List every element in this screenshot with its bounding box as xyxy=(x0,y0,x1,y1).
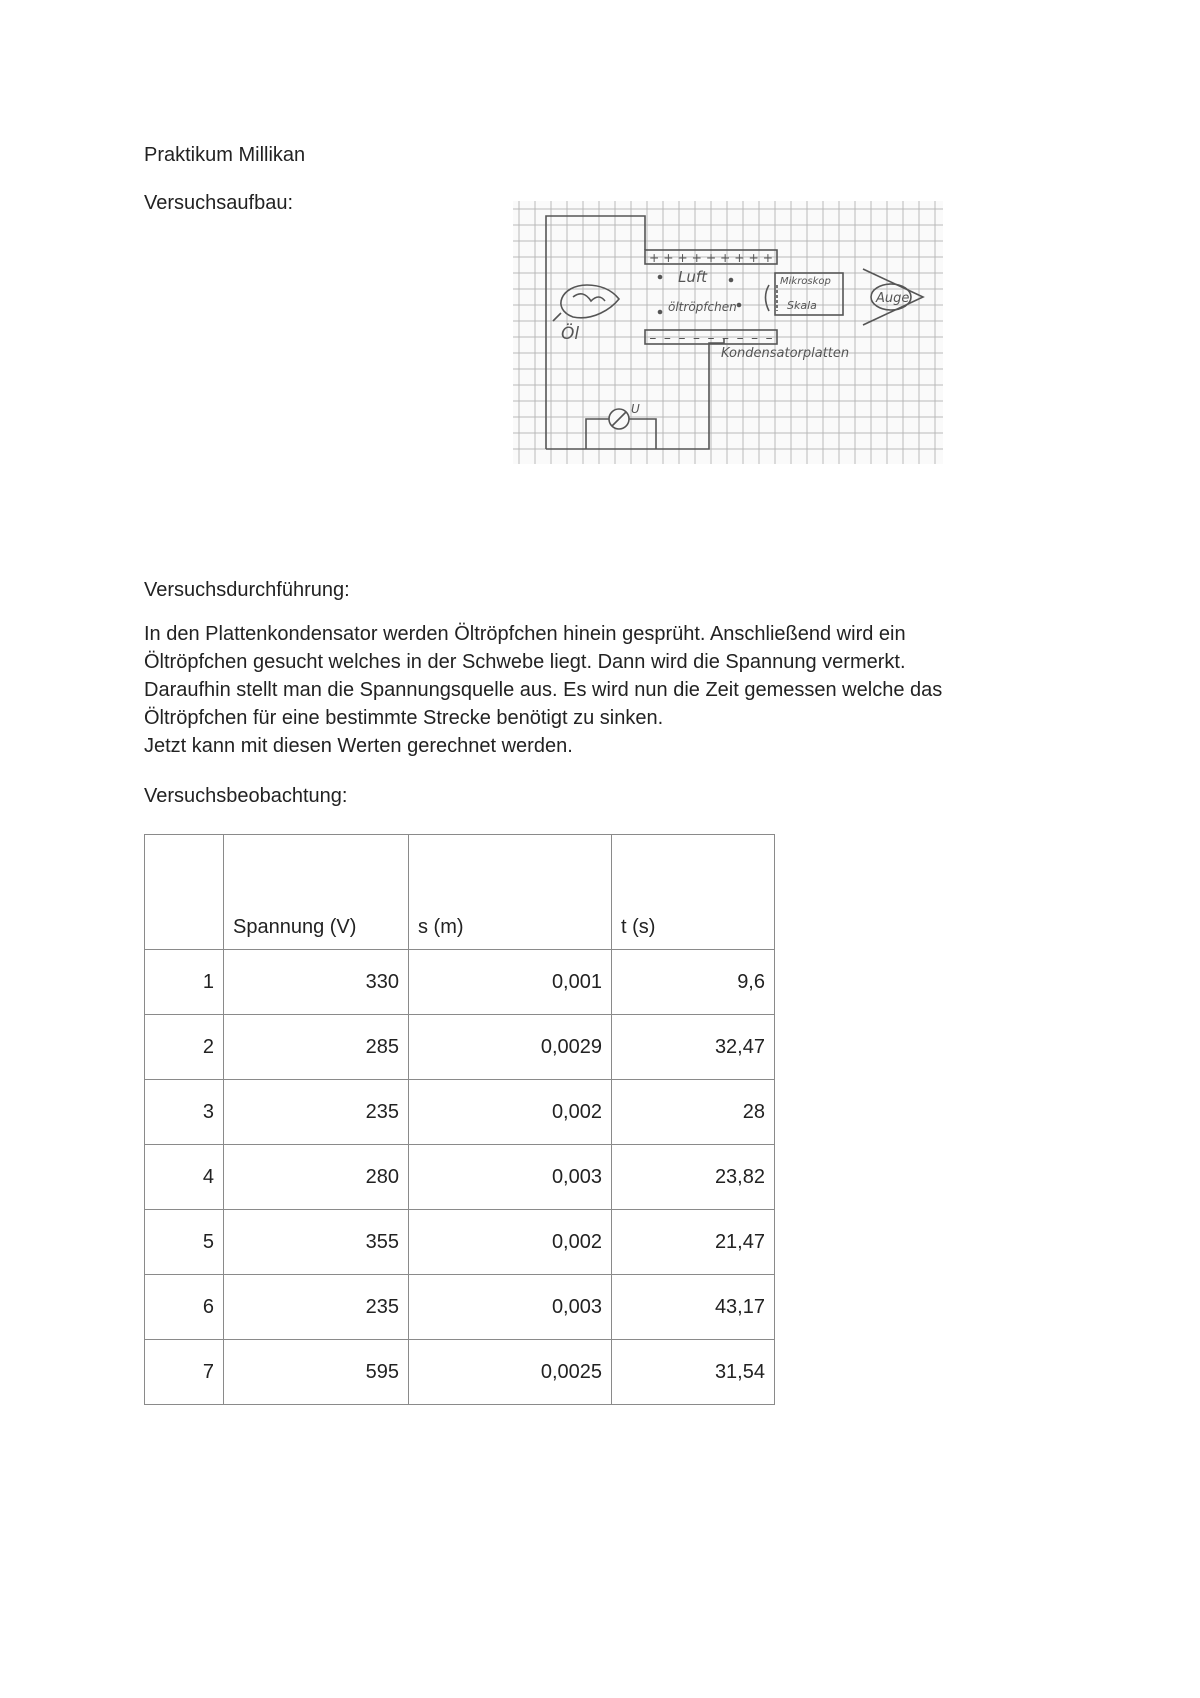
procedure-line: In den Plattenkondensator werden Öltröpfchen hinein gesprüht. Anschließend wird ein xyxy=(144,623,906,645)
table-row xyxy=(145,1145,775,1210)
sketch-label-luft: Luft xyxy=(678,268,708,286)
setup-sketch xyxy=(513,201,943,464)
table-cell: 32,47 xyxy=(612,1015,775,1080)
table-cell: 285 xyxy=(224,1015,409,1080)
procedure-line: Jetzt kann mit diesen Werten gerechnet werden. xyxy=(144,735,573,757)
table-cell: 1 xyxy=(145,950,224,1015)
table-cell: 9,6 xyxy=(612,950,775,1015)
table-cell: 23,82 xyxy=(612,1145,775,1210)
oil-sprayer-icon xyxy=(561,285,619,318)
table-header-cell: s (m) xyxy=(409,835,612,950)
table-cell: 0,0029 xyxy=(409,1015,612,1080)
table-cell: 4 xyxy=(145,1145,224,1210)
table-cell: 7 xyxy=(145,1340,224,1405)
table-cell: 28 xyxy=(612,1080,775,1145)
droplet-icon xyxy=(729,278,734,283)
droplet-icon xyxy=(658,275,663,280)
table-header-cell: Spannung (V) xyxy=(224,835,409,950)
sketch-label-plus: + + + + + + + + + xyxy=(649,251,773,265)
table-cell: 3 xyxy=(145,1080,224,1145)
observation-heading: Versuchsbeobachtung: xyxy=(144,785,348,807)
table-cell: 6 xyxy=(145,1275,224,1340)
table-cell: 0,0025 xyxy=(409,1340,612,1405)
procedure-heading: Versuchsdurchführung: xyxy=(144,579,350,601)
procedure-line: Daraufhin stellt man die Spannungsquelle aus. Es wird nun die Zeit gemessen welche das xyxy=(144,679,943,701)
sketch-label-auge: Auge xyxy=(876,291,910,306)
sketch-label-u: U xyxy=(631,402,640,416)
sketch-label-kondensatorplatten: Kondensatorplatten xyxy=(721,346,850,361)
setup-heading: Versuchsaufbau: xyxy=(144,192,293,214)
procedure-line: Öltröpfchen gesucht welches in der Schwebe liegt. Dann wird die Spannung vermerkt. xyxy=(144,651,906,673)
table-row xyxy=(145,1080,775,1145)
table-cell: 21,47 xyxy=(612,1210,775,1275)
sketch-label-oel: Öl xyxy=(561,324,580,344)
sketch-label-skala: Skala xyxy=(787,299,817,312)
table-cell: 0,003 xyxy=(409,1145,612,1210)
table-header-row xyxy=(145,835,775,950)
table-row xyxy=(145,1015,775,1080)
table-header-cell: t (s) xyxy=(612,835,775,950)
circuit-wire xyxy=(546,338,724,449)
table-cell: 31,54 xyxy=(612,1340,775,1405)
table-cell: 0,003 xyxy=(409,1275,612,1340)
table-cell: 0,002 xyxy=(409,1080,612,1145)
table-cell: 280 xyxy=(224,1145,409,1210)
table-header-cell xyxy=(145,835,224,950)
table-row xyxy=(145,1210,775,1275)
sketch-label-mikroskop: Mikroskop xyxy=(780,276,831,287)
droplet-icon xyxy=(658,310,663,315)
table-row xyxy=(145,1340,775,1405)
document-title: Praktikum Millikan xyxy=(144,144,306,166)
table-cell: 235 xyxy=(224,1275,409,1340)
table-cell: 355 xyxy=(224,1210,409,1275)
table-cell: 0,001 xyxy=(409,950,612,1015)
table-cell: 330 xyxy=(224,950,409,1015)
table-cell: 0,002 xyxy=(409,1210,612,1275)
procedure-line: Öltröpfchen für eine bestimmte Strecke benötigt zu sinken. xyxy=(144,707,664,729)
table-row xyxy=(145,950,775,1015)
measurement-table xyxy=(144,834,775,1405)
procedure-text xyxy=(144,620,942,760)
table-cell: 2 xyxy=(145,1015,224,1080)
table-cell: 595 xyxy=(224,1340,409,1405)
table-row xyxy=(145,1275,775,1340)
table-cell: 235 xyxy=(224,1080,409,1145)
sketch-label-oeltroepfchen: öltröpfchen xyxy=(668,300,737,314)
droplet-icon xyxy=(737,303,742,308)
table-cell: 5 xyxy=(145,1210,224,1275)
sketch-label-minus: - - - - - - - - - xyxy=(649,331,773,345)
table-cell: 43,17 xyxy=(612,1275,775,1340)
